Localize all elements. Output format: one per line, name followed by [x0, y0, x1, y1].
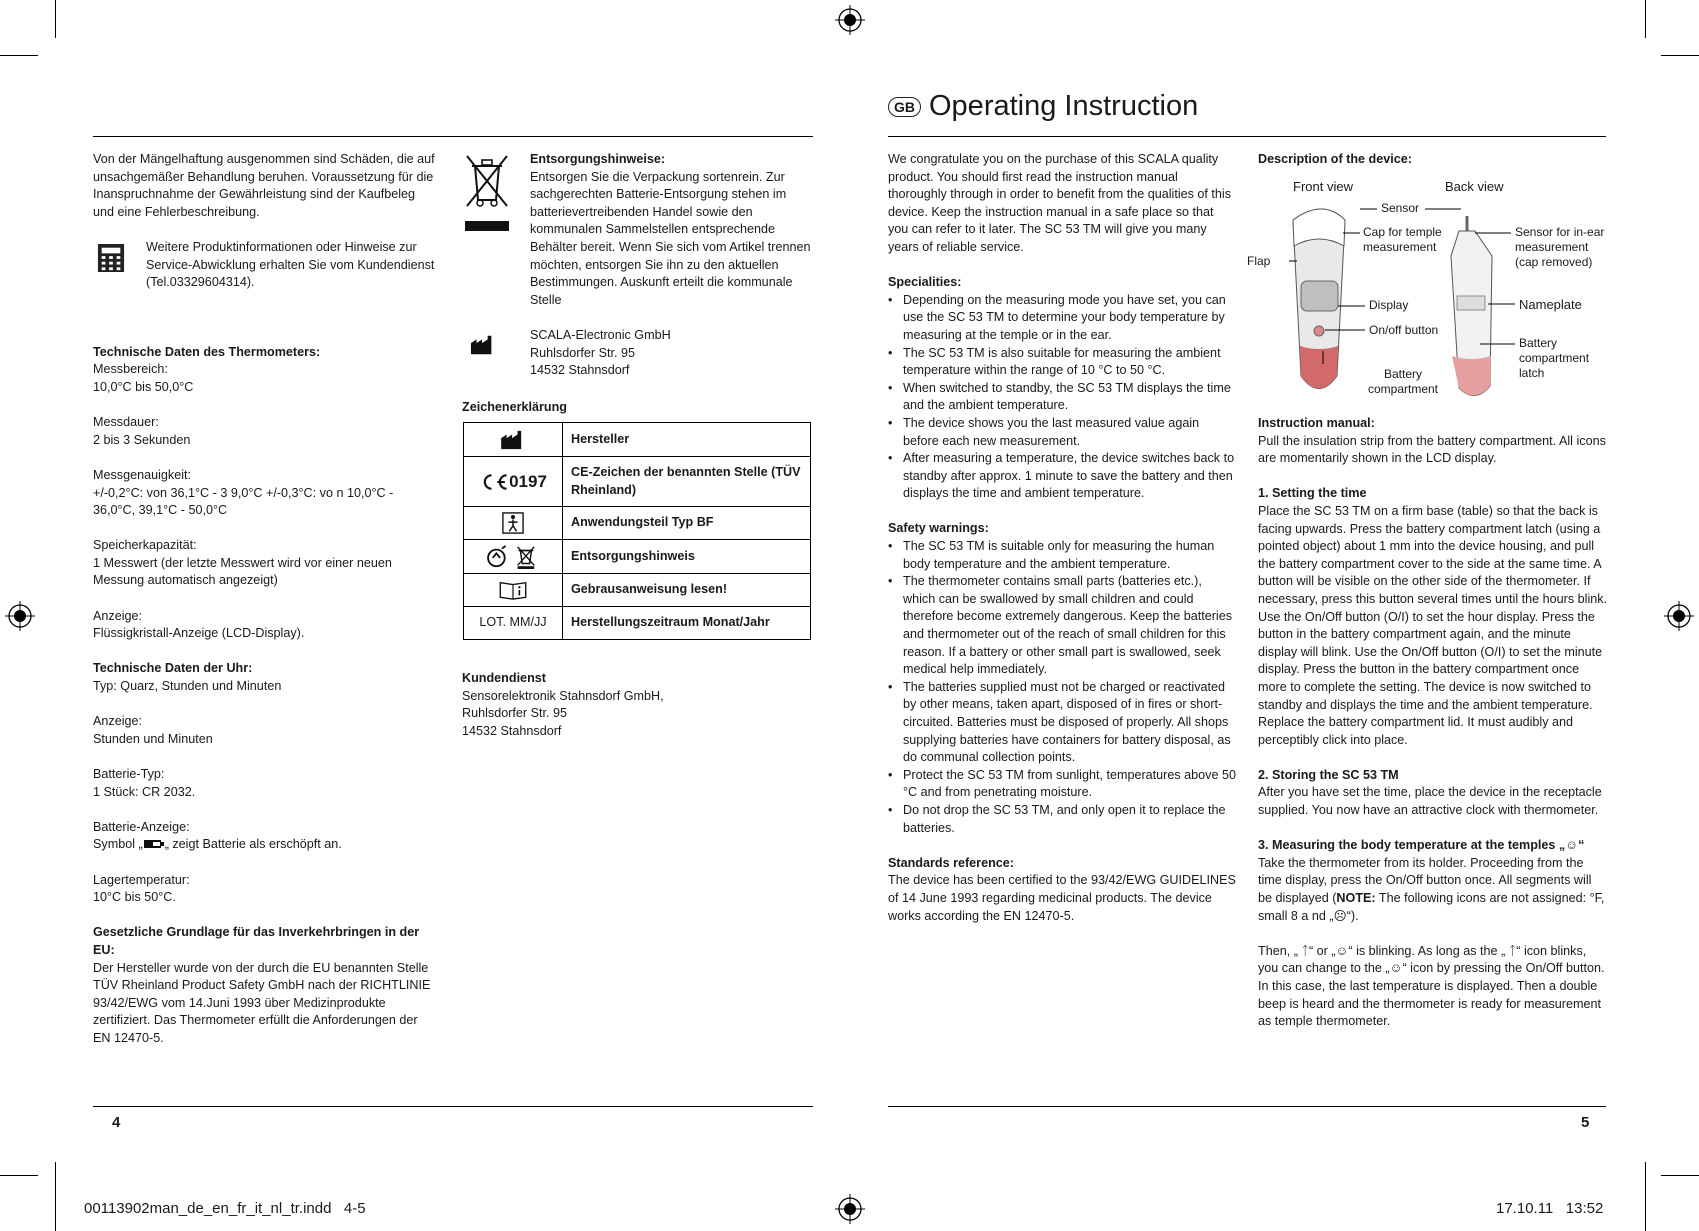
clock-item: [93, 819, 438, 854]
nameplate-label: Nameplate: [1519, 297, 1582, 312]
legend-row: [464, 607, 811, 640]
manual-text: Pull the insulation strip from the battery compartment. All icons are momentarily shown in the LCD display.: [1258, 433, 1606, 466]
disposal-icon: [485, 545, 541, 569]
latch-label: Battery compartment latch: [1519, 336, 1590, 380]
crop-mark: [1661, 55, 1699, 56]
legend-text: Anwendungsteil Typ BF: [563, 507, 811, 540]
list-item: • The batteries supplied must not be charged or reactivated by other means, taken apart, disposed of in fires or short-circuited. Batteries must be disposed of properly. All shops supplying batteries have containers for battery disposal, as do communal collection points.: [888, 679, 1236, 767]
calculator-icon: [97, 242, 125, 274]
step1-text: Place the SC 53 TM on a firm base (table) so that the back is facing upwards. Press the battery compartment latch (using a pointed object) about 1 mm into the device housing, and pull the battery compartment cover to the side at the same time. A button will be visible on the other side of the thermometer. If necessary, press this button several times until the hours blink. Use the On/Off button (O/I) to set the hour display. Press the button in the battery compartment again, and the minute display will blink. Use the On/Off button (O/I) to set the minute display. Press the button in the battery compartment once more to complete the setting. The device is now switched to standby and displays the time and the ambient temperature. Replace the battery compartment lid. It must audibly and perceptibly click into place.: [1258, 503, 1608, 747]
customer-line: Sensorelektronik Stahnsdorf GmbH,: [462, 688, 664, 703]
legend-text: CE-Zeichen der benannten Stelle (TÜV Rheinland): [563, 457, 811, 507]
customer-heading: Kundendienst: [462, 671, 546, 685]
crop-mark: [55, 1162, 56, 1231]
language-badge: GB: [888, 97, 921, 117]
factory-icon: [500, 430, 526, 450]
legend-text: Entsorgungshinweis: [563, 540, 811, 574]
spec-list: [888, 292, 1236, 503]
clock-item: [93, 766, 438, 801]
right-column-1: [888, 151, 1236, 925]
title-text: Operating Instruction: [929, 90, 1199, 122]
tech-item: [93, 414, 438, 449]
factory-icon: [470, 334, 496, 356]
registration-mark-icon: [835, 5, 865, 35]
clock-label: Batterie-Anzeige:: [93, 819, 190, 834]
clock-item: [93, 872, 438, 907]
crop-mark: [1645, 1162, 1646, 1231]
device-heading: Description of the device:: [1258, 152, 1412, 166]
top-rule-right: [888, 136, 1606, 137]
legend-row: [464, 574, 811, 607]
intro-text: We congratulate you on the purchase of this SCALA quality product. You should first read the instruction manual thoroughly through in order to benefit from the qualities of this device. Keep the instruction manual in a safe place so that you can refer to it later. The SC 53 TM will give you many years of reliable service.: [888, 152, 1232, 254]
symbol-legend-table: [463, 422, 811, 640]
list-item: • Depending on the measuring mode you have set, you can use the SC 53 TM to determine your body temperature by measuring at the temple or in the ear.: [888, 292, 1236, 345]
tech-value: 1 Messwert (der letzte Messwert wird vor einer neuen Messung automatisch angezeigt): [93, 555, 392, 588]
disposal-block: [530, 151, 815, 309]
ce-number: 0197: [509, 471, 547, 491]
sensor-label: Sensor: [1381, 201, 1420, 215]
crop-mark: [55, 0, 56, 38]
clock-value: Symbol „ „ zeigt Batterie als erschöpft an.: [93, 837, 342, 852]
clock-value: Stunden und Minuten: [93, 731, 213, 746]
legal-heading: Gesetzliche Grundlage für das Inverkehrbringen in der EU:: [93, 925, 420, 957]
page-number-left: 4: [112, 1114, 121, 1131]
back-view-label: Back view: [1445, 179, 1504, 194]
list-item: • The SC 53 TM is also suitable for measuring the ambient temperature within the range of 10 °C to 50 °C.: [888, 345, 1236, 380]
manufacturer-line: Ruhlsdorfer Str. 95: [530, 345, 635, 360]
list-item: • The SC 53 TM is suitable only for measuring the human body temperature and the ambient temperature.: [888, 538, 1236, 573]
type-bf-icon: [502, 512, 524, 534]
tech-item: [93, 608, 438, 643]
registration-mark-icon: [5, 601, 35, 631]
display-label: Display: [1369, 298, 1409, 312]
step3-text-2: Then, „ ᛏ“ or „☺“ is blinking. As long as the „ ᛏ“ icon blinks, you can change to the „☺“ icon by pressing the On/Off button. In this case, the last temperature is displayed. Then a double beep is heard and the thermometer is ready for measurement as temple thermometer.: [1258, 943, 1605, 1029]
crop-mark: [1645, 0, 1646, 38]
page-title: [888, 88, 1198, 124]
legend-text: Gebrausanweisung lesen!: [563, 574, 811, 607]
customer-line: 14532 Stahnsdorf: [462, 723, 562, 738]
tech-value: +/-0,2°C: von 36,1°C - 3 9,0°C +/-0,3°C: vo n 10,0°C - 36,0°C, 39,1°C - 50,0°C: [93, 485, 394, 518]
tech-label: Messgenauigkeit:: [93, 467, 192, 482]
device-diagram: [1245, 176, 1615, 406]
tech-value: 2 bis 3 Sekunden: [93, 432, 191, 447]
slug-filename: 00113902man_de_en_fr_it_nl_tr.indd 4-5: [84, 1200, 366, 1217]
tech-label: Speicherkapazität:: [93, 538, 197, 553]
tech-label: Messbereich:: [93, 362, 168, 377]
step2-heading: 2. Storing the SC 53 TM: [1258, 767, 1399, 782]
step2-text: After you have set the time, place the device in the receptacle supplied. You now have an attractive clock with thermometer.: [1258, 785, 1602, 818]
standards-text: The device has been certified to the 93/42/EWG GUIDELINES of 14 June 1993 regarding medicinal products. The device works according the EN 12470-5.: [888, 873, 1236, 923]
battery-compartment-label: Battery compartment: [1367, 367, 1439, 396]
legend-icon-cell: [464, 574, 563, 607]
crossed-bin-icon: [463, 152, 511, 234]
safety-list: [888, 538, 1236, 837]
step1-heading: 1. Setting the time: [1258, 486, 1367, 501]
service-note: [93, 239, 438, 292]
tech-item: [93, 537, 438, 590]
onoff-label: On/off button: [1369, 323, 1439, 337]
sensor-ear-label: Sensor for in-ear measurement (cap removed): [1515, 225, 1605, 269]
tech-heading: Technische Daten des Thermometers:: [93, 344, 321, 359]
clock-label: Batterie-Typ:: [93, 767, 165, 781]
disposal-text: Entsorgen Sie die Verpackung sortenrein. Zur sachgerechten Batterie-Entsorgung stehen im batterievertreibenden Handel sowie den kommunalen Sammelstellen entsprechende Behälter bereit. Wenn Sie sich vom Artikel trennen möchten, entsorgen Sie ihn zu den aktuellen Bestimmungen. Auskunft erteilt die kommunale Stelle: [530, 169, 811, 307]
top-rule-left: [93, 136, 813, 137]
tech-item: [93, 467, 438, 520]
customer-line: Ruhlsdorfer Str. 95: [462, 706, 567, 721]
clock-value: 1 Stück: CR 2032.: [93, 784, 196, 799]
front-view-label: Front view: [1293, 179, 1353, 194]
ce-mark-icon: [479, 472, 509, 492]
customer-service-block: [462, 670, 802, 740]
legend-icon-cell: [464, 423, 563, 457]
slug-date: 17.10.11 13:52: [1496, 1200, 1604, 1217]
left-column-1: [93, 151, 438, 1048]
step3-text: Take the thermometer from its holder. Proceeding from the time display, press the On/Off button once. All segments will be displayed (NOTE: The following icons are not assigned: °F, small 8 a nd „☹“).: [1258, 855, 1605, 923]
list-item: • Protect the SC 53 TM from sunlight, temperatures above 50 °C and from penetrating moisture.: [888, 767, 1236, 802]
clock-value: 10°C bis 50°C.: [93, 890, 176, 905]
bottom-rule-left: [93, 1106, 813, 1107]
tech-value: 10,0°C bis 50,0°C: [93, 379, 194, 394]
clock-heading: Technische Daten der Uhr:: [93, 661, 253, 676]
list-item: • When switched to standby, the SC 53 TM displays the time and the ambient temperature.: [888, 380, 1236, 415]
clock-label: Lagertemperatur:: [93, 872, 190, 887]
clock-label: Anzeige:: [93, 714, 143, 729]
crop-mark: [1661, 1175, 1699, 1176]
legend-row: [464, 507, 811, 540]
legend-text: Hersteller: [563, 423, 811, 457]
manual-heading: Instruction manual:: [1258, 416, 1375, 430]
step3-heading: 3. Measuring the body temperature at the temples „☺“: [1258, 838, 1585, 853]
manual-icon: [498, 580, 528, 600]
bottom-rule-right: [888, 1106, 1606, 1107]
warranty-text: Von der Mängelhaftung ausgenommen sind Schäden, die auf unsachgemäßer Behandlung beruhen. Voraussetzung für die Inanspruchnahme der Gewährleistung sind der Kaufbeleg und eine Fehlerbeschreibung.: [93, 152, 435, 219]
legend-icon-cell: [464, 507, 563, 540]
spec-heading: Specialities:: [888, 275, 962, 290]
legend-text: Herstellungszeitraum Monat/Jahr: [563, 607, 811, 640]
manufacturer-line: SCALA-Electronic GmbH: [530, 328, 671, 342]
lot-label: LOT. MM/JJ: [464, 607, 563, 640]
safety-heading: Safety warnings:: [888, 521, 989, 536]
legend-icon-cell: [464, 540, 563, 574]
tech-label: Messdauer:: [93, 415, 159, 430]
service-note-text: Weitere Produktinformationen oder Hinweise zur Service-Abwicklung erhalten Sie vom Kundendienst (Tel.03329604314).: [146, 239, 435, 290]
registration-mark-icon: [1664, 601, 1694, 631]
clock-item: [93, 713, 438, 748]
legal-text: Der Hersteller wurde von der durch die EU benannten Stelle TÜV Rheinland Product Safety GmbH nach der RICHTLINIE 93/42/EWG vom 14.Juni 1993 über Medizinprodukte zertifiziert. Das Thermometer erfüllt die Anforderungen der EN 12470-5.: [93, 960, 431, 1045]
manufacturer-block: [530, 327, 815, 380]
crop-mark: [0, 55, 38, 56]
legend-heading: Zeichenerklärung: [462, 400, 567, 414]
legend-row: [464, 423, 811, 457]
list-item: • After measuring a temperature, the device switches back to standby after approx. 1 minute to save the battery and then displays the time and ambient temperature.: [888, 450, 1236, 503]
cap-label: Cap for temple measurement: [1363, 225, 1442, 254]
legend-row: [464, 457, 811, 507]
crop-mark: [0, 1175, 38, 1176]
list-item: • The device shows you the last measured value again before each new measurement.: [888, 415, 1236, 450]
battery-empty-icon: [143, 839, 165, 849]
clock-type: Typ: Quarz, Stunden und Minuten: [93, 679, 282, 694]
page-number-right: 5: [1581, 1114, 1590, 1131]
legend-icon-cell: [464, 457, 563, 507]
tech-value: Flüssigkristall-Anzeige (LCD-Display).: [93, 626, 305, 641]
legend-row: [464, 540, 811, 574]
right-column-2: [1258, 415, 1608, 1031]
standards-heading: Standards reference:: [888, 855, 1014, 870]
tech-label: Anzeige:: [93, 608, 143, 623]
list-item: • The thermometer contains small parts (batteries etc.), which can be swallowed by small children and could therefore become extremely dangerous. Keep the batteries and thermometer out of the reach of small children for this reason. If a battery or other small part is swallowed, seek medical help immediately.: [888, 573, 1236, 679]
registration-mark-icon: [835, 1194, 865, 1224]
list-item: • Do not drop the SC 53 TM, and only open it to replace the batteries.: [888, 802, 1236, 837]
flap-label: Flap: [1247, 254, 1271, 268]
manufacturer-line: 14532 Stahnsdorf: [530, 363, 630, 378]
disposal-heading: Entsorgungshinweise:: [530, 152, 666, 166]
tech-item: [93, 361, 438, 396]
